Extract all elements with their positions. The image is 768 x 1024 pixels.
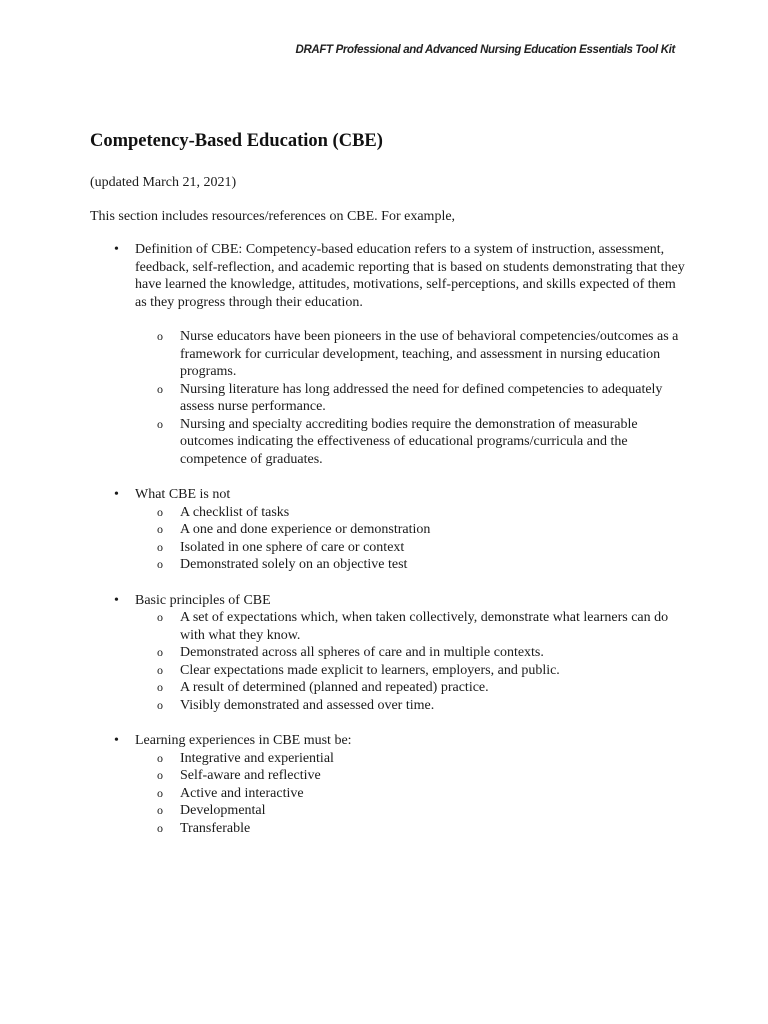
document-body <box>90 131 690 837</box>
intro-paragraph: This section includes resources/references on CBE. For example, <box>90 208 456 224</box>
sub-marker: o <box>157 381 163 396</box>
principles-subitem <box>90 609 690 644</box>
subitem-text: Self-aware and reflective <box>180 768 321 783</box>
principles-item <box>90 592 690 610</box>
subitem-text: Transferable <box>180 820 251 836</box>
subitem-text: Demonstrated across all spheres of care and in multiple contexts. <box>180 645 544 660</box>
experiences-subitem <box>90 750 690 768</box>
sub-marker: o <box>157 416 163 431</box>
principles-subitem <box>90 662 690 680</box>
sub-marker: o <box>157 680 163 694</box>
definition-subitem <box>90 416 690 469</box>
subitem-text: Active and interactive <box>180 785 304 801</box>
principles-subitem <box>90 697 690 715</box>
experiences-item <box>90 732 690 750</box>
subitem-text: Nursing literature has long addressed the need for defined competencies to adequately assess nurse performance. <box>180 381 663 414</box>
sub-marker: o <box>157 820 163 835</box>
subitem-text: Nurse educators have been pioneers in the use of behavioral competencies/outcomes as a framework for curricular development, teaching, and assessment in nursing education programs. <box>180 329 679 379</box>
bullet-marker: • <box>114 487 119 502</box>
sub-marker: o <box>157 697 163 712</box>
not-cbe-subitem <box>90 556 690 574</box>
principles-label: Basic principles of CBE <box>135 592 271 608</box>
subitem-text: Isolated in one sphere of care or context <box>180 539 405 555</box>
subitem-text: A result of determined (planned and repeated) practice. <box>180 680 489 695</box>
experiences-subitem <box>90 802 690 820</box>
definition-item <box>90 241 690 311</box>
not-cbe-label: What CBE is not <box>135 487 231 502</box>
experiences-subitem <box>90 820 690 838</box>
bullet-marker: • <box>114 733 119 748</box>
sub-marker: o <box>157 329 163 343</box>
experiences-label: Learning experiences in CBE must be: <box>135 733 352 748</box>
sub-marker: o <box>157 785 163 800</box>
subitem-text: A set of expectations which, when taken collectively, demonstrate what learners can do with what they know. <box>180 610 669 643</box>
sub-marker: o <box>157 610 163 624</box>
sub-marker: o <box>157 557 163 571</box>
subitem-text: A one and done experience or demonstration <box>180 522 431 537</box>
definition-subitem <box>90 328 690 381</box>
sub-marker: o <box>157 662 163 677</box>
not-cbe-subitem <box>90 504 690 522</box>
updated-date: (updated March 21, 2021) <box>90 175 237 190</box>
section-title: Competency-Based Education (CBE) <box>90 131 383 151</box>
sub-marker: o <box>157 504 163 519</box>
not-cbe-subitem <box>90 521 690 539</box>
sub-marker: o <box>157 750 163 765</box>
bullet-marker: • <box>114 592 119 608</box>
subitem-text: A checklist of tasks <box>180 504 290 520</box>
experiences-subitem <box>90 767 690 785</box>
sub-marker: o <box>157 768 163 782</box>
principles-subitem <box>90 644 690 662</box>
sub-marker: o <box>157 539 163 554</box>
definition-subitem <box>90 381 690 416</box>
subitem-text: Nursing and specialty accrediting bodies require the demonstration of measurable outcomes indicating the effectiveness of educational programs/curricula and the competence of graduates. <box>180 416 638 467</box>
bullet-marker: • <box>114 242 119 257</box>
sub-marker: o <box>157 645 163 659</box>
not-cbe-subitem <box>90 539 690 557</box>
principles-subitem <box>90 679 690 697</box>
subitem-text: Visibly demonstrated and assessed over time. <box>180 697 435 713</box>
definition-text: Definition of CBE: Competency-based education refers to a system of instruction, assessment, feedback, self-reflection, and academic reporting that is based on students demonstrating that they have learned the knowledge, attitudes, motivations, self-perceptions, and skills expected of them as they progress through their education. <box>135 242 685 310</box>
experiences-subitem <box>90 785 690 803</box>
sub-marker: o <box>157 522 163 536</box>
running-header: DRAFT Professional and Advanced Nursing Education Essentials Tool Kit <box>295 44 675 56</box>
sub-marker: o <box>157 803 163 817</box>
subitem-text: Demonstrated solely on an objective test <box>180 557 408 572</box>
subitem-text: Integrative and experiential <box>180 750 334 766</box>
not-cbe-item <box>90 486 690 504</box>
subitem-text: Clear expectations made explicit to learners, employers, and public. <box>180 662 560 678</box>
subitem-text: Developmental <box>180 803 266 818</box>
